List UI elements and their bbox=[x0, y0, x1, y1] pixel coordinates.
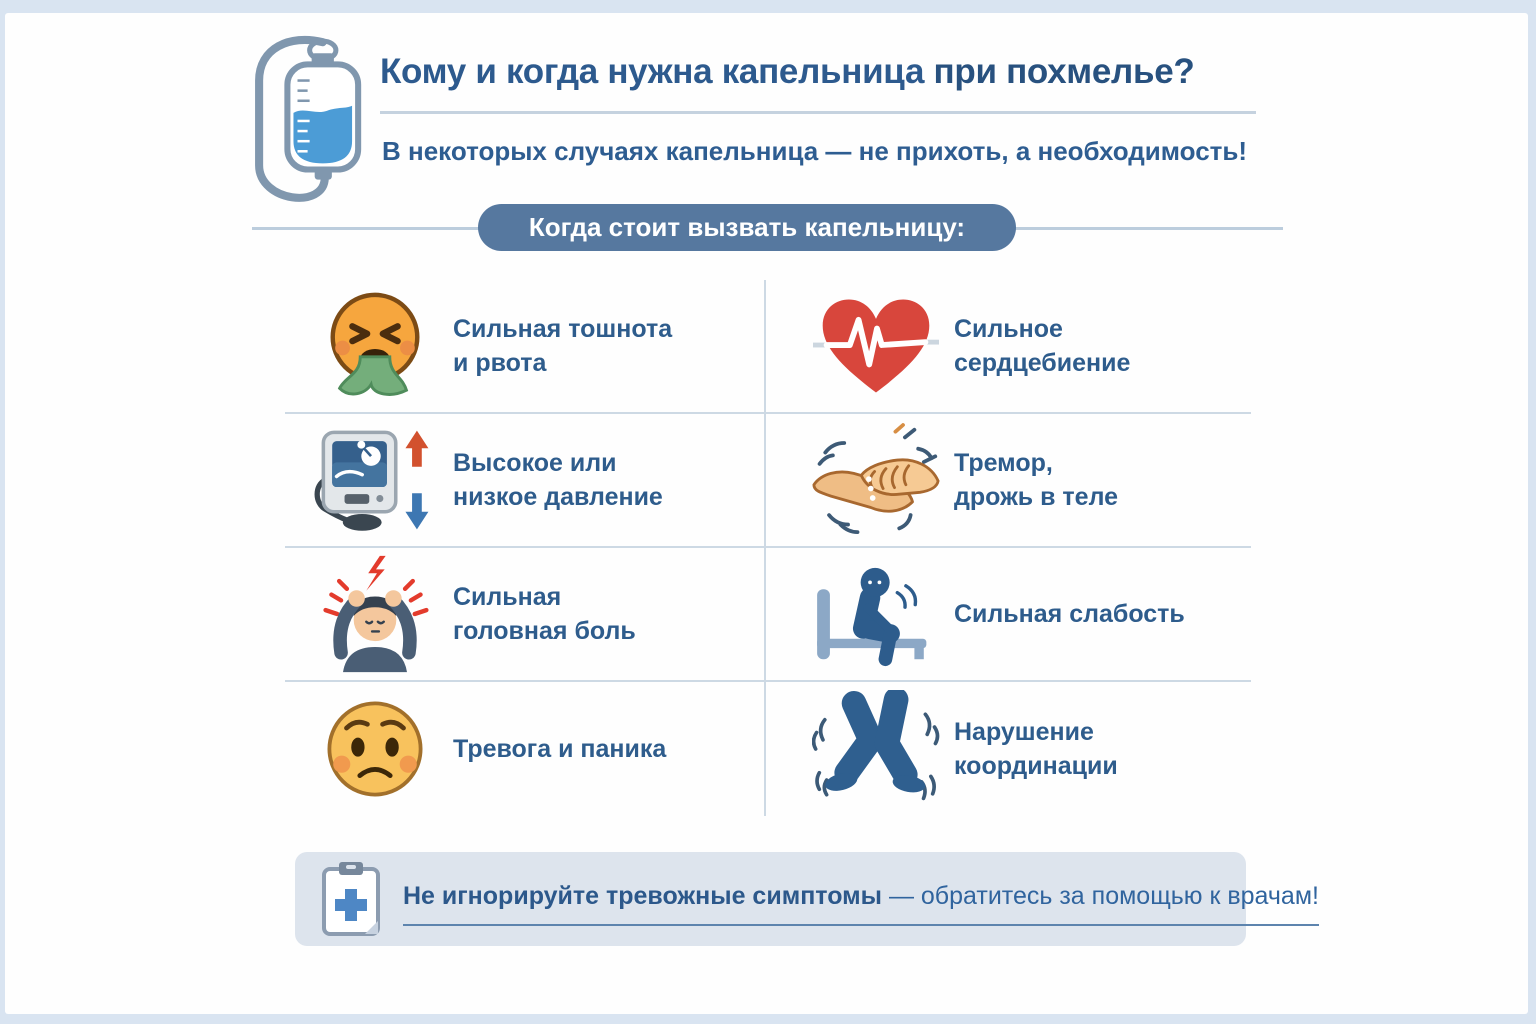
footer-text-bold: Не игнорируйте тревожные симптомы bbox=[403, 882, 882, 910]
symptom-label: Тремор, дрожь в теле bbox=[954, 449, 1119, 511]
heart-pulse-icon bbox=[812, 284, 940, 408]
worried-face-icon bbox=[311, 687, 439, 811]
footer-text-dash: — bbox=[888, 882, 914, 910]
symptom-label: Сильная головная боль bbox=[453, 583, 636, 645]
vomiting-face-icon bbox=[311, 284, 439, 408]
footer-text-rest: обратитесь за помощью к врачам! bbox=[920, 882, 1319, 910]
section-pill-label: Когда стоит вызвать капельницу: bbox=[528, 212, 966, 242]
section-pill bbox=[478, 204, 1016, 251]
footer-text bbox=[403, 882, 1319, 926]
symptom-label: Тревога и паника bbox=[453, 735, 667, 763]
weak-person-on-bed-icon bbox=[812, 552, 940, 676]
symptom-label: Сильная тошнота и рвота bbox=[453, 315, 673, 377]
symptom-label: Сильная слабость bbox=[954, 600, 1185, 628]
symptom-cell-heartbeat bbox=[766, 280, 1251, 414]
symptom-cell-headache bbox=[285, 548, 766, 682]
symptom-cell-blood-pressure bbox=[285, 414, 766, 548]
page-title bbox=[380, 52, 1194, 92]
symptom-cell-tremor bbox=[766, 414, 1251, 548]
symptom-cell-nausea bbox=[285, 280, 766, 414]
title-divider bbox=[380, 111, 1256, 114]
symptoms-grid bbox=[285, 280, 1251, 816]
footer-banner bbox=[295, 852, 1319, 946]
symptom-label: Сильное сердцебиение bbox=[954, 315, 1131, 377]
unsteady-legs-icon bbox=[812, 687, 940, 811]
page-subtitle: В некоторых случаях капельница — не прихоть, а необходимость! bbox=[382, 136, 1248, 166]
trembling-hands-icon bbox=[812, 418, 940, 542]
iv-drip-bag-icon bbox=[228, 28, 366, 220]
symptom-cell-anxiety bbox=[285, 682, 766, 816]
symptom-cell-weakness bbox=[766, 548, 1251, 682]
title-accent: при похмелье? bbox=[933, 52, 1195, 91]
symptom-cell-coordination bbox=[766, 682, 1251, 816]
symptom-label: Нарушение координации bbox=[954, 718, 1118, 780]
headache-person-icon bbox=[311, 552, 439, 676]
medical-clipboard-icon bbox=[321, 861, 381, 937]
blood-pressure-monitor-icon bbox=[311, 418, 439, 542]
title-main: Кому и когда нужна капельница bbox=[380, 52, 934, 91]
symptom-label: Высокое или низкое давление bbox=[453, 449, 663, 511]
